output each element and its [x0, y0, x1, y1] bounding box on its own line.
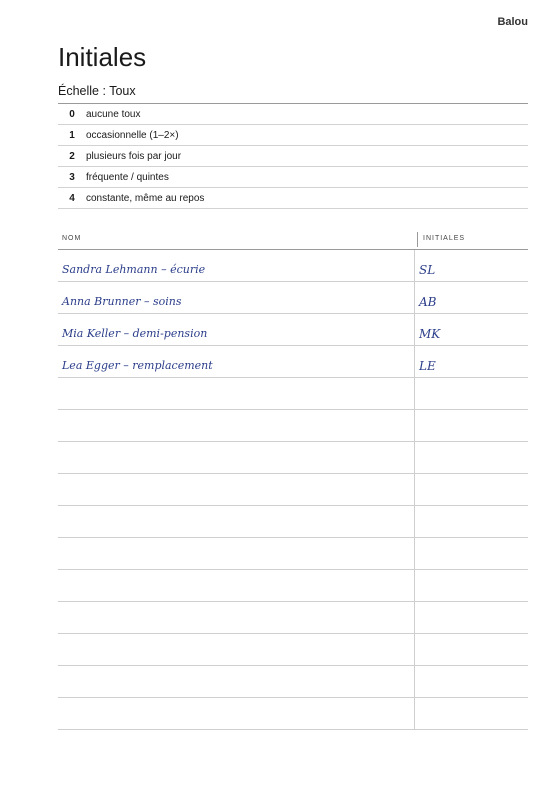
signature-row — [58, 282, 528, 314]
empty-row — [58, 666, 528, 698]
signature-name: Lea Egger – remplacement — [62, 359, 213, 372]
header-initials: INITIALES — [417, 232, 465, 247]
scale-description: occasionnelle (1–2×) — [86, 129, 179, 141]
brand-label: Balou — [497, 16, 528, 28]
column-divider — [414, 506, 415, 538]
scale-description: aucune toux — [86, 108, 141, 120]
scale-value: 2 — [69, 150, 75, 162]
column-divider — [414, 698, 415, 730]
scale-value: 4 — [69, 192, 75, 204]
signature-name: Sandra Lehmann – écurie — [62, 263, 206, 276]
column-divider — [414, 282, 415, 314]
scale-row — [58, 125, 528, 146]
column-divider — [414, 410, 415, 442]
column-divider — [414, 602, 415, 634]
column-divider — [414, 378, 415, 410]
column-divider — [414, 346, 415, 378]
scale-row — [58, 146, 528, 167]
signature-initials: SL — [419, 263, 436, 277]
column-divider — [414, 666, 415, 698]
column-divider — [414, 634, 415, 666]
signature-table-header — [58, 232, 528, 250]
empty-row — [58, 442, 528, 474]
page-title: Initiales — [58, 42, 147, 72]
empty-row — [58, 474, 528, 506]
column-divider — [414, 314, 415, 346]
scale-description: constante, même au repos — [86, 192, 205, 204]
empty-row — [58, 506, 528, 538]
scale-table — [58, 103, 528, 209]
column-divider — [414, 250, 415, 282]
scale-value: 3 — [69, 171, 75, 183]
scale-row — [58, 104, 528, 125]
signature-initials: LE — [419, 359, 436, 373]
signature-name: Anna Brunner – soins — [62, 295, 182, 308]
signature-table — [58, 250, 528, 730]
column-divider — [414, 474, 415, 506]
empty-row — [58, 634, 528, 666]
signature-row — [58, 250, 528, 282]
signature-row — [58, 346, 528, 378]
scale-title: Échelle : Toux — [58, 84, 136, 98]
empty-row — [58, 570, 528, 602]
scale-row — [58, 167, 528, 188]
scale-value: 1 — [69, 129, 75, 141]
column-divider — [414, 570, 415, 602]
scale-value: 0 — [69, 108, 75, 120]
empty-row — [58, 410, 528, 442]
empty-row — [58, 378, 528, 410]
scale-description: plusieurs fois par jour — [86, 150, 182, 162]
signature-name: Mia Keller – demi-pension — [62, 327, 208, 340]
empty-row — [58, 538, 528, 570]
empty-row — [58, 602, 528, 634]
signature-row — [58, 314, 528, 346]
scale-row — [58, 188, 528, 209]
signature-initials: AB — [419, 295, 437, 309]
empty-row — [58, 698, 528, 730]
header-name: NOM — [62, 235, 82, 242]
column-divider — [414, 538, 415, 570]
column-divider — [414, 442, 415, 474]
scale-description: fréquente / quintes — [86, 171, 169, 183]
signature-initials: MK — [419, 327, 441, 341]
